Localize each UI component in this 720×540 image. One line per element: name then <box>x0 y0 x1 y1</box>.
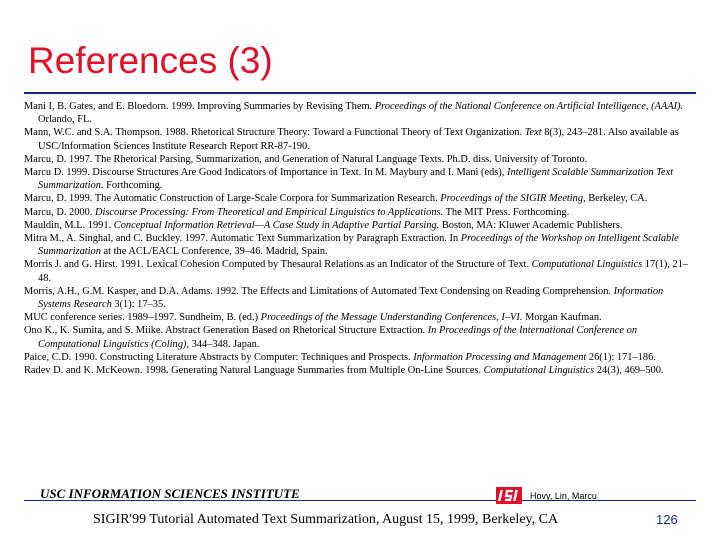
reference-item: Mann, W.C. and S.A. Thompson. 1988. Rhetorical Structure Theory: Toward a Functional Theory of Text Organization. Text 8(3), 243–281. Also available as USC/Information Sciences Institute Research Report RR-87-190. <box>24 127 679 152</box>
reference-item: Marcu D. 1999. Discourse Structures Are Good Indicators of Importance in Text. In M. Maybury and I. Mani (eds), Intelligent Scalable Summarization Text Summarization. Forthcoming. <box>24 167 674 192</box>
page-number: 126 <box>656 512 678 527</box>
reference-item: Radev D. and K. McKeown. 1998. Generating Natural Language Summaries from Multiple On-Line Sources. Computational Linguistics 24(3), 469–500. <box>24 365 664 377</box>
reference-item: Marcu, D. 1999. The Automatic Construction of Large-Scale Corpora for Summarization Research. Proceedings of the SIGIR Meeting, Berkeley, CA. <box>24 193 648 205</box>
reference-item: Mitra M., A. Singhal, and C. Buckley. 1997. Automatic Text Summarization by Paragraph Extraction. In Proceedings of the Workshop on Intelligent Scalable Summarization at the ACL/EACL Conference, 39–46. Madrid, Spain. <box>24 233 679 258</box>
footer-authors: Hovy, Lin, Marcu <box>530 491 597 501</box>
reference-item: Morris J. and G. Hirst. 1991. Lexical Cohesion Computed by Thesaural Relations as an Indicator of the Structure of Text. Computational Linguistics 17(1), 21–48. <box>24 259 689 284</box>
footer-tutorial-info: SIGIR'99 Tutorial Automated Text Summarization, August 15, 1999, Berkeley, CA <box>93 512 559 527</box>
reference-item: Mauldin, M.L. 1991. Conceptual Information Retrieval—A Case Study in Adaptive Partial Parsing. Boston, MA: Kluwer Academic Publishers. <box>24 219 623 231</box>
reference-item: Marcu, D. 1997. The Rhetorical Parsing, Summarization, and Generation of Natural Language Texts. Ph.D. diss. University of Toronto. <box>24 153 588 165</box>
reference-item: MUC conference series. 1989–1997. Sundheim, B. (ed.) Proceedings of the Message Understanding Conferences, I–VI. Morgan Kaufman. <box>24 312 602 324</box>
reference-item: Morris, A.H., G.M. Kasper, and D.A. Adams. 1992. The Effects and Limitations of Automated Text Condensing on Reading Comprehension. Information Systems Research 3(1): 17–35. <box>24 285 664 311</box>
reference-item: Marcu, D. 2000. Discourse Processing: From Theoretical and Empirical Linguistics to Applications. The MIT Press. Forthcoming. <box>24 206 570 218</box>
footer-institute: USC INFORMATION SCIENCES INSTITUTE <box>40 486 300 501</box>
title-divider <box>24 92 696 94</box>
reference-item: Paice, C.D. 1990. Constructing Literature Abstracts by Computer: Techniques and Prospects. Information Processing and Management 26(1): 171–186. <box>24 351 656 363</box>
slide-title: References (3) <box>28 40 273 81</box>
reference-item: Ono K., K. Sumita, and S. Miike. Abstract Generation Based on Rhetorical Structure Extraction. In Proceedings of the International Conference on Computational Linguistics (Coling), 344–348. Japan. <box>24 325 638 350</box>
isi-logo-icon <box>496 487 522 504</box>
references-list <box>24 100 696 377</box>
reference-item: Mani I, B. Gates, and E. Bloedorn. 1999. Improving Summaries by Revising Them. Proceedings of the National Conference on Artificial Intelligence, (AAAI). Orlando, FL. <box>24 101 684 126</box>
